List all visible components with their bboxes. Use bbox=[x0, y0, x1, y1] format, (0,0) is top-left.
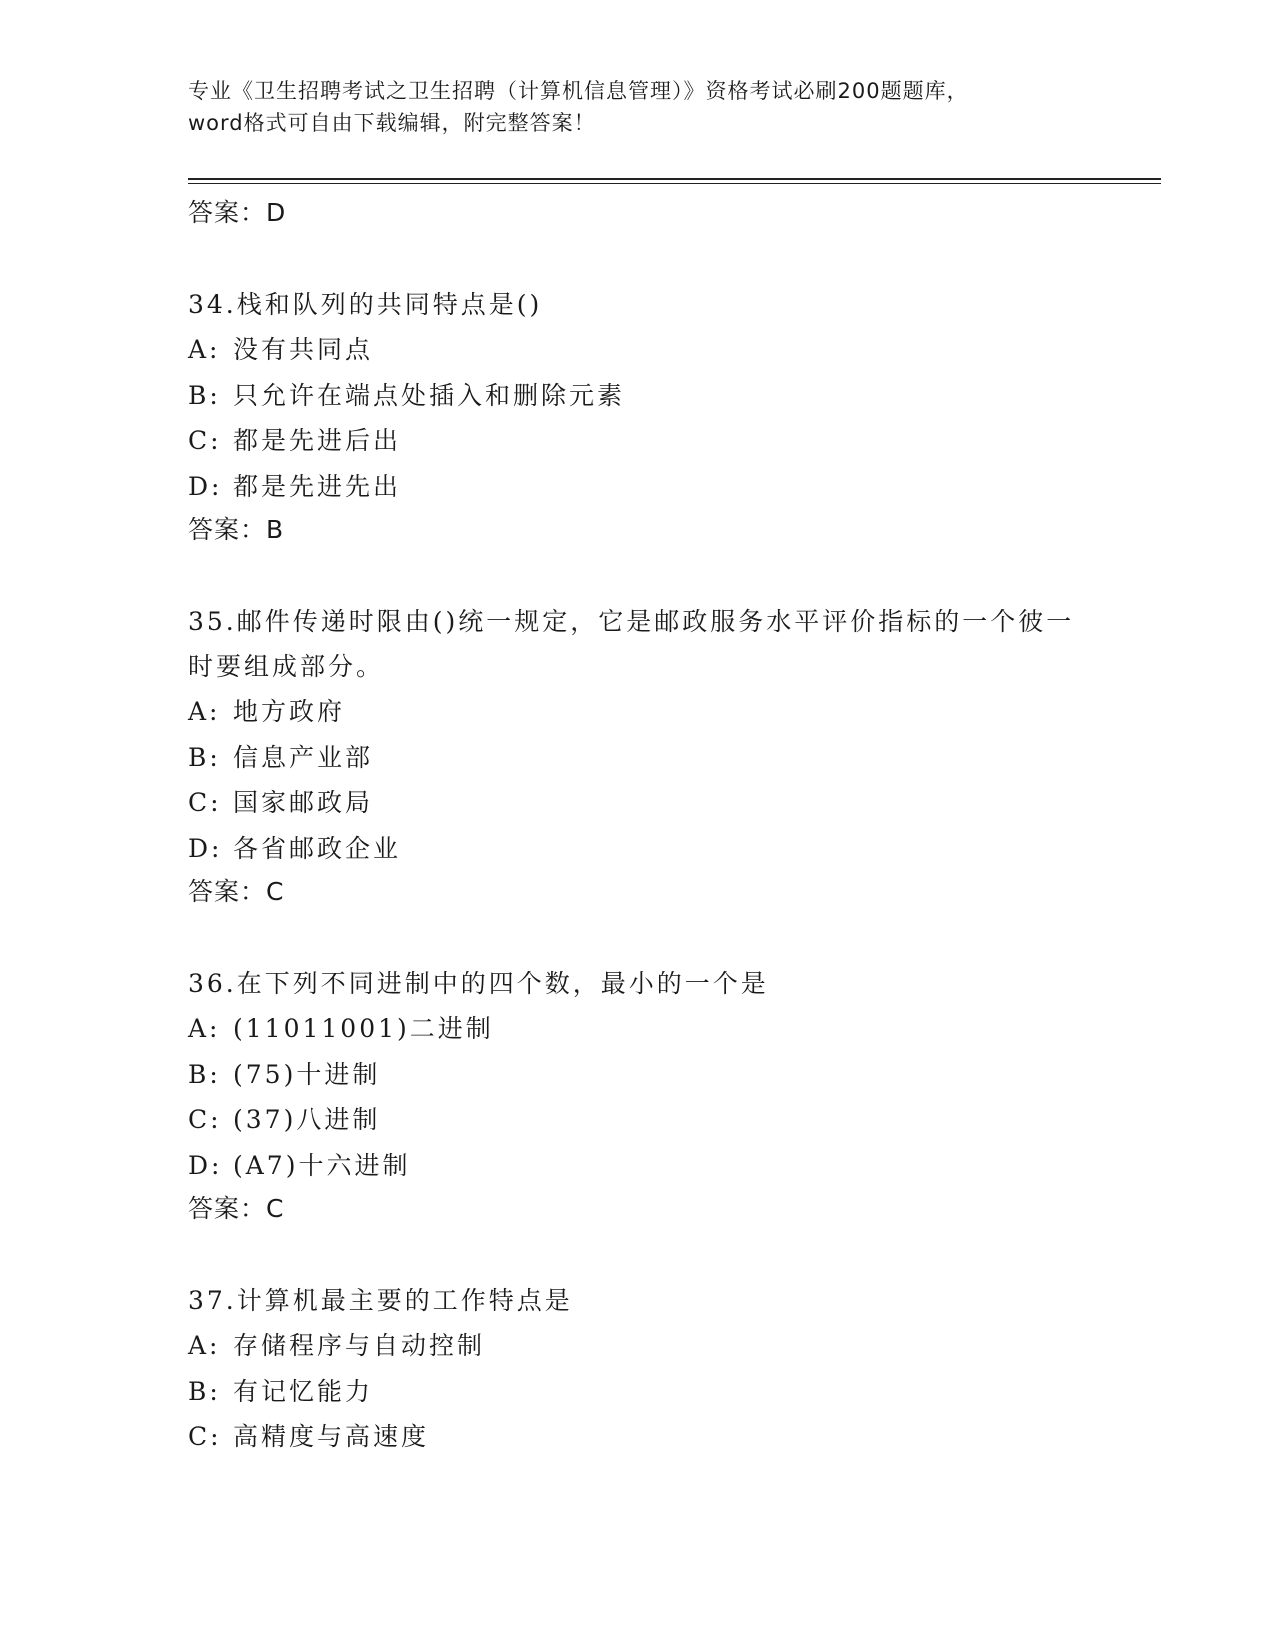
option-c bbox=[188, 780, 1088, 826]
answer-value: D bbox=[266, 198, 287, 227]
option-text: (A7)十六进制 bbox=[233, 1150, 411, 1180]
option-key: C: bbox=[188, 1422, 222, 1451]
option-b bbox=[188, 735, 1088, 781]
option-text: 国家邮政局 bbox=[233, 788, 374, 817]
option-key: D: bbox=[188, 471, 223, 501]
question-block bbox=[188, 1278, 1088, 1460]
option-text: 各省邮政企业 bbox=[233, 833, 402, 863]
option-key: A: bbox=[188, 697, 221, 726]
answer-value: C bbox=[266, 877, 285, 906]
option-text: 有记忆能力 bbox=[233, 1376, 374, 1406]
question-block bbox=[188, 282, 1088, 551]
option-key: B: bbox=[188, 1059, 221, 1089]
answer-line bbox=[188, 871, 1088, 913]
option-a bbox=[188, 327, 1088, 373]
option-text: 只允许在端点处插入和删除元素 bbox=[233, 380, 626, 410]
answer-label: 答案： bbox=[188, 1194, 267, 1223]
header-title-line-1: 专业《卫生招聘考试之卫生招聘（计算机信息管理）》资格考试必刷200题题库， bbox=[188, 79, 969, 103]
option-c bbox=[188, 1414, 1088, 1460]
option-c bbox=[188, 418, 1088, 464]
option-a bbox=[188, 1006, 1088, 1052]
header-divider bbox=[188, 178, 1161, 180]
answer-line bbox=[188, 509, 1088, 551]
answer-label: 答案： bbox=[188, 198, 267, 227]
option-text: 地方政府 bbox=[233, 697, 346, 726]
question-block bbox=[188, 599, 1088, 913]
option-key: B: bbox=[188, 742, 221, 772]
option-b bbox=[188, 1369, 1088, 1415]
option-key: C: bbox=[188, 426, 222, 455]
question-block bbox=[188, 961, 1088, 1230]
question-text: 36.在下列不同进制中的四个数，最小的一个是 bbox=[188, 969, 769, 998]
option-d bbox=[188, 464, 1088, 510]
option-key: A: bbox=[188, 335, 221, 364]
option-text: (75)十进制 bbox=[233, 1059, 381, 1089]
answer-label: 答案： bbox=[188, 877, 267, 906]
option-text: 信息产业部 bbox=[233, 742, 374, 772]
option-text: (37)八进制 bbox=[233, 1105, 381, 1134]
option-c bbox=[188, 1097, 1088, 1143]
question-list bbox=[188, 192, 1088, 1460]
option-text: 没有共同点 bbox=[233, 335, 374, 364]
header-title-line-2: word格式可自由下载编辑，附完整答案！ bbox=[188, 111, 596, 135]
option-text: 高精度与高速度 bbox=[233, 1422, 430, 1451]
answer-value: C bbox=[266, 1194, 285, 1223]
header-divider-thin bbox=[188, 183, 1161, 184]
question-text: 35.邮件传递时限由()统一规定，它是邮政服务水平评价指标的一个彼一时要组成部分。 bbox=[188, 607, 1075, 681]
option-a bbox=[188, 1323, 1088, 1369]
answer-line bbox=[188, 1188, 1088, 1230]
option-key: A: bbox=[188, 1331, 221, 1360]
question-text: 37.计算机最主要的工作特点是 bbox=[188, 1286, 573, 1315]
option-key: B: bbox=[188, 1376, 221, 1406]
option-d bbox=[188, 1143, 1088, 1189]
option-text: (11011001)二进制 bbox=[233, 1014, 494, 1043]
option-key: C: bbox=[188, 1105, 222, 1134]
option-b bbox=[188, 1052, 1088, 1098]
answer-label: 答案： bbox=[188, 515, 267, 544]
option-a bbox=[188, 689, 1088, 735]
option-key: B: bbox=[188, 380, 221, 410]
answer-value: B bbox=[266, 515, 285, 544]
option-key: C: bbox=[188, 788, 222, 817]
option-b bbox=[188, 373, 1088, 419]
option-text: 都是先进后出 bbox=[233, 426, 402, 455]
option-text: 都是先进先出 bbox=[233, 471, 402, 501]
option-d bbox=[188, 826, 1088, 872]
question-text: 34.栈和队列的共同特点是() bbox=[188, 290, 543, 319]
option-key: A: bbox=[188, 1014, 221, 1043]
previous-answer bbox=[188, 192, 1088, 234]
option-key: D: bbox=[188, 1150, 223, 1180]
document-header bbox=[188, 75, 1088, 139]
option-key: D: bbox=[188, 833, 223, 863]
option-text: 存储程序与自动控制 bbox=[233, 1331, 486, 1360]
